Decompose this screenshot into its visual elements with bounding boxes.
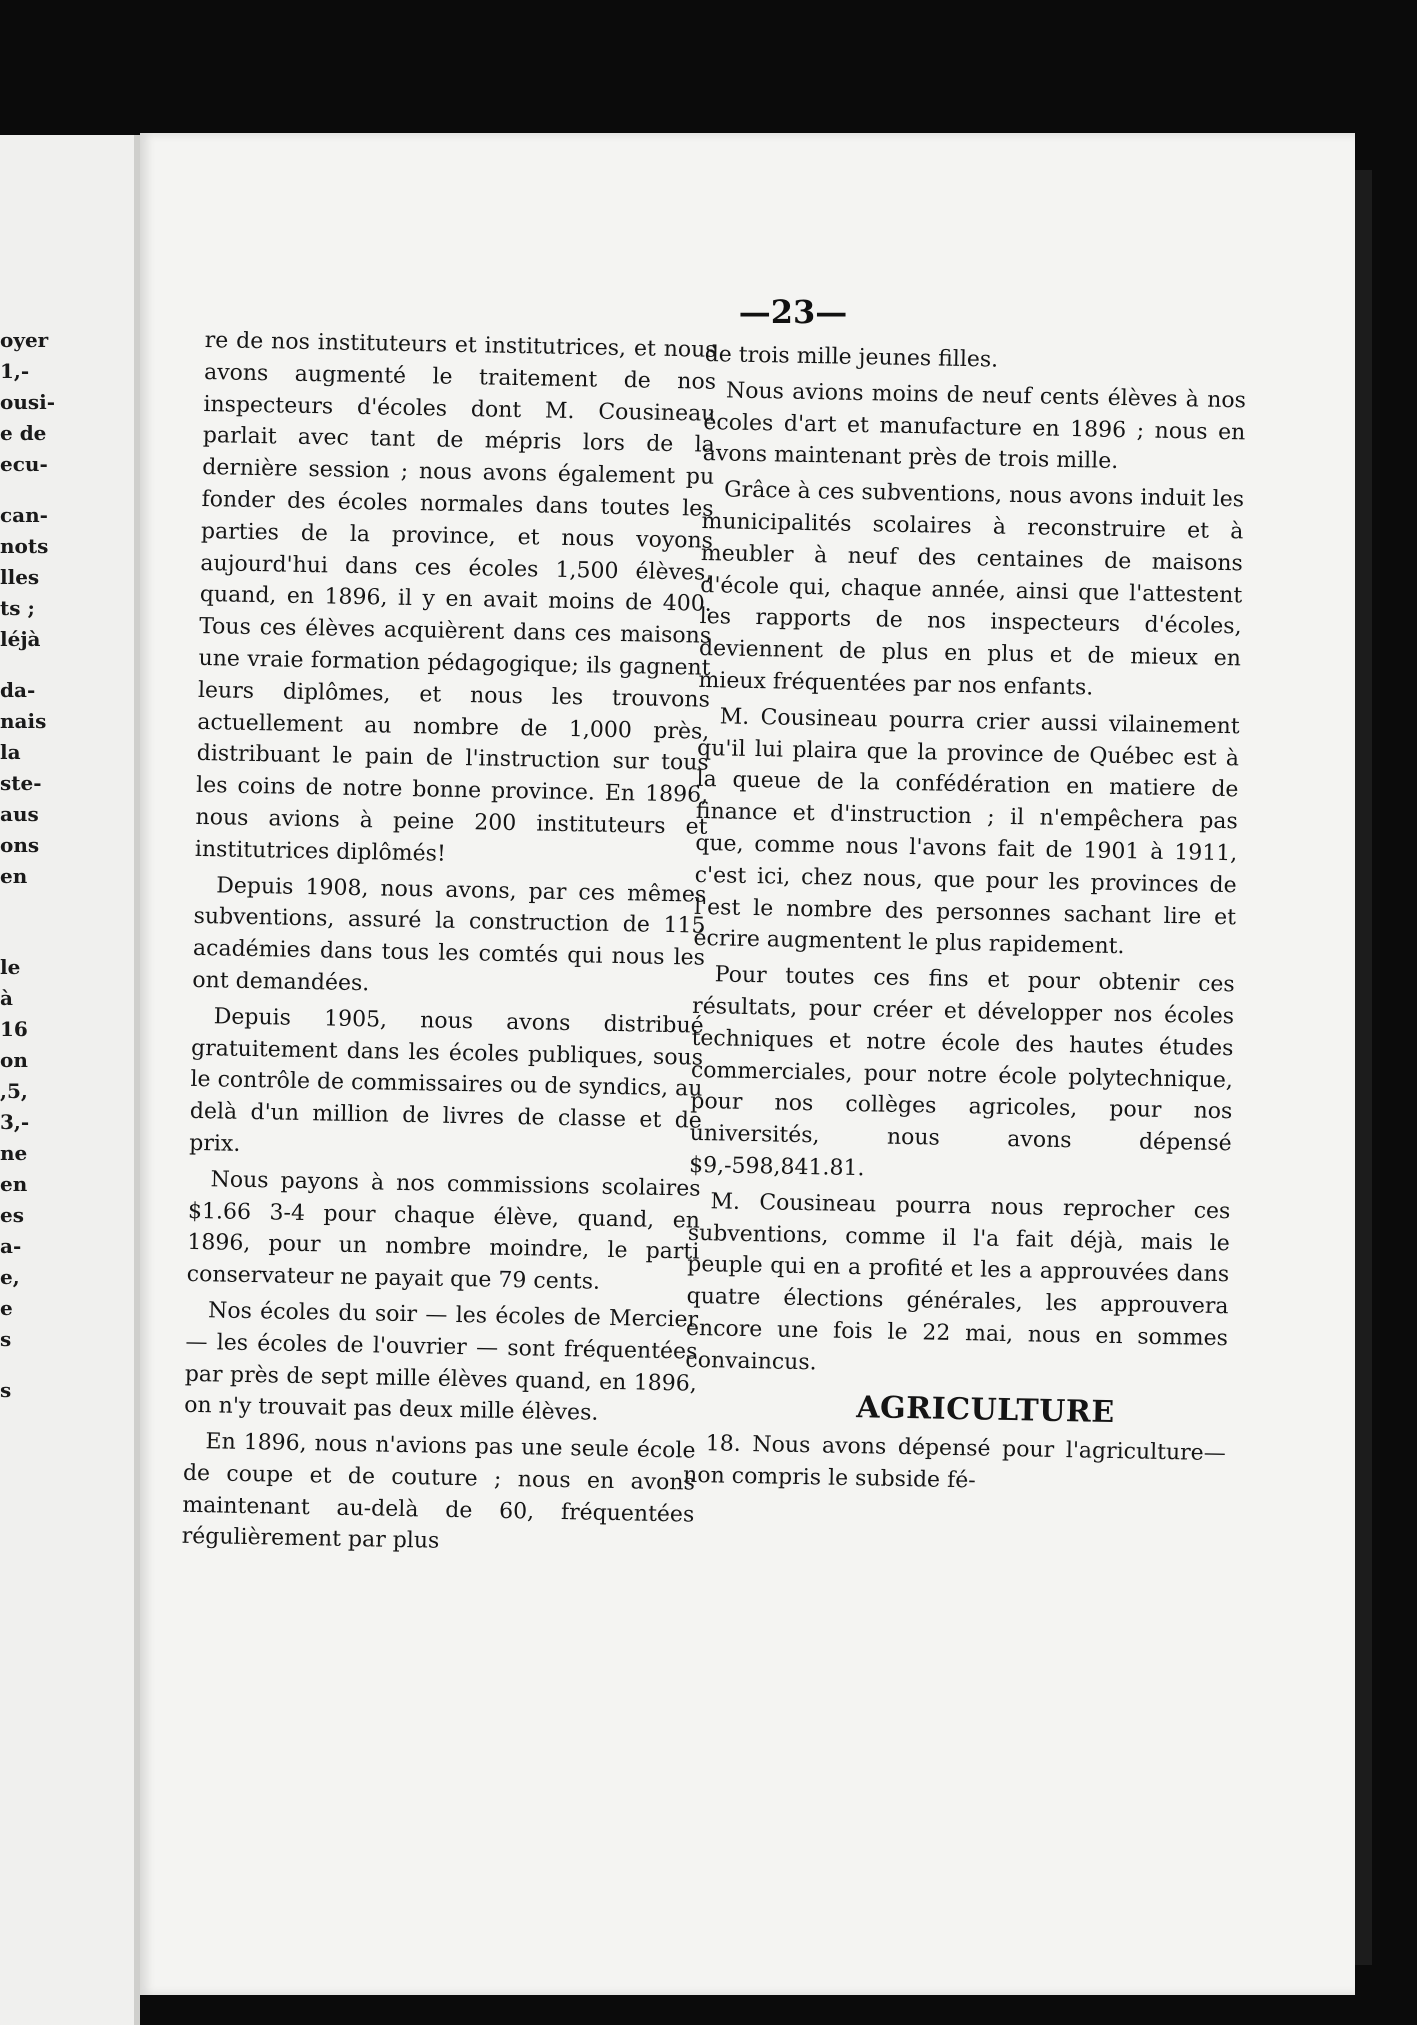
right-column (683, 339, 1247, 1506)
page-number: —23— (738, 293, 848, 331)
facing-page-line-fragment: ne (0, 1141, 28, 1165)
facing-page-line-fragment: ousi- (0, 390, 56, 414)
facing-page-line-fragment: ts ; (0, 596, 35, 620)
facing-page-line-fragment: la (0, 740, 21, 764)
facing-page-line-fragment: oyer (0, 328, 49, 352)
facing-page-line-fragment: lles (0, 565, 40, 589)
left-column (181, 325, 717, 1567)
page-edge-shadow (1352, 170, 1372, 1965)
facing-page-line-fragment: nots (0, 534, 49, 558)
facing-page-line-fragment: en (0, 1172, 28, 1196)
facing-page-line-fragment: 3,- (0, 1110, 30, 1134)
paragraph: M. Cousineau pourra crier aussi vilainement qu'il lui plaira que la province de Québec est à la queue de la confédération en matiere de finance et d'instruction ; il n'empêchera pas que, comme nous l'avons fait de 1901 à 1911, c'est ici, chez nous, que pour les provinces de l'est le nombre des personnes sachant lire et écrire augmentent le plus rapidement. (693, 704, 1240, 960)
paragraph: re de nos instituteurs et institutrices, et nous avons augmenté le traitement de nos inspecteurs d'écoles dont M. Cousineau parlait avec tant de mépris lors de la dernière session ; nous avons également pu fonder des écoles normales dans toutes les parties de la province, et nous voyons aujourd'hui dans ces écoles 1,500 élèves, quand, en 1896, il y en avait moins de 400. Tous ces élèves acquièrent dans ces maisons une vraie formation pédagogique; ils gagnent leurs diplômes, et nous les trouvons actuellement au nombre de 1,000 près, distribuant le pain de l'instruction sur tous les coins de notre bonne province. En 1896, nous avions à peine 200 instituteurs et institutrices diplômés! (194, 327, 717, 867)
paragraph: Depuis 1905, nous avons distribué gratuitement dans les écoles publiques, sous le contrôle de commissaires ou de syndics, au delà d'un million de livres de classe et de prix. (189, 1004, 704, 1157)
facing-page-line-fragment: a- (0, 1234, 22, 1258)
facing-page-line-fragment: 1,- (0, 359, 30, 383)
facing-page-line-fragment (0, 932, 130, 952)
facing-page-line-fragment (0, 655, 130, 675)
facing-page-line-fragment: aus (0, 802, 39, 826)
facing-page-line-fragment: da- (0, 678, 36, 702)
paragraph: Nos écoles du soir — les écoles de Mercier — les écoles de l'ouvrier — sont fréquentées par près de sept mille élèves quand, en 1896, on n'y trouvait pas deux mille élèves. (184, 1298, 699, 1427)
facing-page-line-fragment: en (0, 864, 28, 888)
facing-page-line-fragment (0, 892, 130, 912)
facing-page-line-fragment (0, 1426, 130, 1446)
paragraph: Depuis 1908, nous avons, par ces mêmes subventions, assuré la construction de 115 académies dans tous les comtés qui nous les ont demandées. (192, 872, 707, 997)
facing-page-line-fragment (0, 912, 130, 932)
facing-page-line-fragment: e de (0, 421, 47, 445)
facing-page-line-fragment: 16 (0, 1017, 28, 1041)
paragraph: Nous payons à nos commissions scolaires $1.66 3-4 pour chaque élève, quand, en 1896, pour un nombre moindre, le parti conservateur ne payait que 79 cents. (186, 1166, 701, 1295)
facing-page-line-fragment: léjà (0, 627, 41, 651)
facing-page-line-fragment: e (0, 1296, 13, 1320)
facing-page-line-fragment: nais (0, 709, 47, 733)
facing-page-fragment (0, 135, 140, 2025)
facing-page-line-fragment (0, 480, 130, 500)
facing-page-line-fragment: à (0, 986, 13, 1010)
document-page (140, 133, 1355, 1995)
facing-page-line-fragment: s (0, 1327, 12, 1351)
facing-page-line-fragment: s (0, 1378, 12, 1402)
paragraph: Grâce à ces subventions, nous avons induit les municipalités scolaires à reconstruire et à meubler à neuf des centaines de maisons d'école qui, chaque année, ainsi que l'attestent les rapports de nos inspecteurs d'écoles, deviennent de plus en plus et de mieux en mieux fréquentées par nos enfants. (698, 477, 1245, 701)
facing-page-line-fragment: es (0, 1203, 24, 1227)
paragraph: M. Cousineau pourra nous reprocher ces subventions, comme il l'a fait déjà, mais le peuple qui en a profité et les a approuvées dans quatre élections générales, les approuvera encore une fois le 22 mai, nous en sommes convaincus. (685, 1188, 1231, 1376)
facing-page-line-fragment: e, (0, 1265, 20, 1289)
paragraph: Nous avions moins de neuf cents élèves à nos écoles d'art et manufacture en 1896 ; nous en avons maintenant près de trois mille. (702, 378, 1247, 475)
paragraph: Pour toutes ces fins et pour obtenir ces résultats, pour créer et développer nos écoles techniques et notre école des hautes études commerciales, pour notre école polytechnique, pour nos collèges agricoles, pour nos universités, nous avons dépensé $9,-598,841.81. (688, 962, 1235, 1182)
paragraph: En 1896, nous n'avions pas une seule école de coupe et de couture ; nous en avons maintenant au-delà de 60, fréquentées régulièrement par plus (181, 1429, 696, 1555)
paragraph: 18. Nous avons dépensé pour l'agriculture—non compris le subside fé- (682, 1431, 1226, 1494)
facing-page-line-fragment: ,5, (0, 1079, 28, 1103)
paragraph: de trois mille jeunes filles. (704, 341, 999, 373)
facing-page-line-fragment: can- (0, 503, 48, 527)
facing-page-line-fragment: ste- (0, 771, 42, 795)
facing-page-line-fragment: on (0, 1048, 28, 1072)
facing-page-line-fragment (0, 1355, 130, 1375)
facing-page-line-fragment: ons (0, 833, 40, 857)
section-heading: AGRICULTURE (856, 1389, 1115, 1430)
facing-page-text (0, 325, 130, 1446)
facing-page-line-fragment (0, 1406, 130, 1426)
facing-page-line-fragment: le (0, 955, 21, 979)
facing-page-line-fragment: ecu- (0, 452, 48, 476)
